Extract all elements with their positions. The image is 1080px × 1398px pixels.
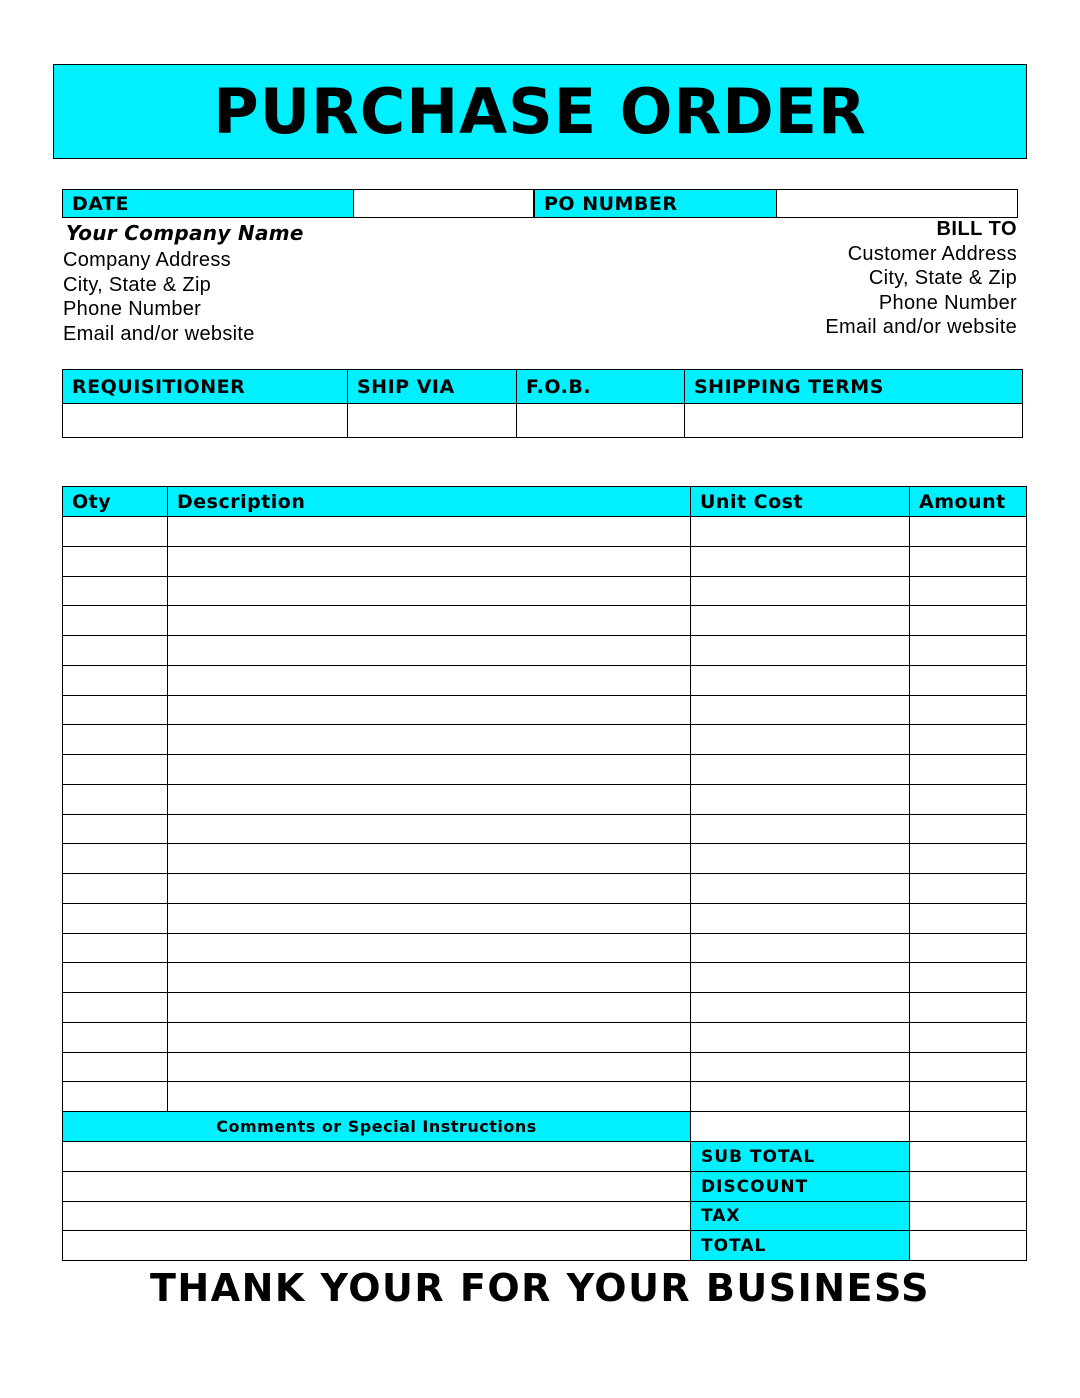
total-label: TOTAL: [701, 1235, 767, 1256]
page-title: PURCHASE ORDER: [213, 75, 867, 148]
unit-cost-cell[interactable]: [691, 576, 910, 606]
unit-cost-cell[interactable]: [691, 1082, 910, 1112]
table-row: [63, 1052, 1027, 1082]
unit-cost-cell[interactable]: [691, 933, 910, 963]
amount-cell[interactable]: [910, 784, 1027, 814]
qty-cell[interactable]: [63, 606, 168, 636]
qty-cell[interactable]: [63, 546, 168, 576]
table-row: [63, 784, 1027, 814]
amount-cell[interactable]: [910, 517, 1027, 547]
unit-cost-cell[interactable]: [691, 844, 910, 874]
unit-cost-cell[interactable]: [691, 636, 910, 666]
qty-cell[interactable]: [63, 695, 168, 725]
requisitioner-field[interactable]: [63, 404, 348, 438]
amount-cell[interactable]: [910, 546, 1027, 576]
description-cell[interactable]: [168, 606, 691, 636]
qty-cell[interactable]: [63, 755, 168, 785]
table-row: [63, 1022, 1027, 1052]
unit-cost-cell[interactable]: [691, 725, 910, 755]
tax-value[interactable]: [910, 1202, 1027, 1231]
qty-cell[interactable]: [63, 1082, 168, 1112]
description-cell[interactable]: [168, 576, 691, 606]
amount-cell[interactable]: [910, 695, 1027, 725]
qty-cell[interactable]: [63, 636, 168, 666]
qty-cell[interactable]: [63, 903, 168, 933]
amount-cell[interactable]: [910, 963, 1027, 993]
unit-cost-cell[interactable]: [691, 874, 910, 904]
bill-to-title: BILL TO: [936, 218, 1017, 240]
unit-cost-cell[interactable]: [691, 993, 910, 1023]
table-row: [63, 874, 1027, 904]
unit-cost-cell[interactable]: [691, 1052, 910, 1082]
unit-cost-header: Unit Cost: [691, 487, 910, 517]
qty-cell[interactable]: [63, 517, 168, 547]
description-cell[interactable]: [168, 993, 691, 1023]
table-row: [63, 755, 1027, 785]
table-row: [63, 517, 1027, 547]
amount-cell[interactable]: [910, 576, 1027, 606]
qty-cell[interactable]: [63, 874, 168, 904]
description-cell[interactable]: [168, 1052, 691, 1082]
qty-header: Oty: [63, 487, 168, 517]
comments-line[interactable]: [63, 1231, 691, 1261]
date-label: DATE: [72, 192, 129, 215]
table-row: [63, 814, 1027, 844]
qty-cell[interactable]: [63, 725, 168, 755]
unit-cost-cell[interactable]: [691, 695, 910, 725]
title-banner: [53, 64, 1027, 159]
qty-cell[interactable]: [63, 963, 168, 993]
table-row: [63, 993, 1027, 1023]
description-cell[interactable]: [168, 1082, 691, 1112]
company-address: Company Address: [63, 249, 231, 271]
po-number-field[interactable]: [776, 189, 1018, 218]
tax-label-cell: [691, 1202, 910, 1231]
description-cell[interactable]: [168, 874, 691, 904]
date-label-cell: [62, 189, 354, 218]
description-cell[interactable]: [168, 755, 691, 785]
description-header: Description: [168, 487, 691, 517]
company-email-web: Email and/or website: [63, 322, 255, 345]
description-cell[interactable]: [168, 636, 691, 666]
qty-cell[interactable]: [63, 814, 168, 844]
table-row: [63, 844, 1027, 874]
company-name: Your Company Name: [66, 221, 304, 245]
amount-cell[interactable]: [910, 814, 1027, 844]
unit-cost-cell[interactable]: [691, 903, 910, 933]
table-row: [63, 695, 1027, 725]
table-row: [63, 665, 1027, 695]
unit-cost-cell[interactable]: [691, 814, 910, 844]
comments-header: Comments or Special Instructions: [63, 1112, 691, 1142]
bill-to-city-state-zip: City, State & Zip: [868, 267, 1017, 289]
table-row: [63, 725, 1027, 755]
qty-cell[interactable]: [63, 844, 168, 874]
table-row: [63, 933, 1027, 963]
amount-header: Amount: [910, 487, 1027, 517]
tax-label: TAX: [701, 1206, 741, 1226]
company-city-state-zip: City, State & Zip: [63, 273, 212, 296]
unit-cost-cell[interactable]: [691, 606, 910, 636]
qty-cell[interactable]: [63, 665, 168, 695]
unit-cost-cell[interactable]: [691, 517, 910, 547]
qty-cell[interactable]: [63, 993, 168, 1023]
description-cell[interactable]: [168, 695, 691, 725]
summary-spacer-cell: [691, 1112, 910, 1142]
qty-cell[interactable]: [63, 933, 168, 963]
description-cell[interactable]: [168, 814, 691, 844]
table-row: [63, 903, 1027, 933]
shipping-terms-field[interactable]: [685, 404, 1023, 438]
description-cell[interactable]: [168, 784, 691, 814]
subtotal-label-cell: [691, 1142, 910, 1172]
comments-line[interactable]: [63, 1202, 691, 1231]
description-cell[interactable]: [168, 844, 691, 874]
fob-header: F.O.B.: [517, 370, 685, 404]
bill-to-address: Customer Address: [847, 242, 1017, 265]
ship-via-field[interactable]: [348, 404, 517, 438]
total-value[interactable]: [910, 1231, 1027, 1261]
discount-value[interactable]: [910, 1172, 1027, 1202]
amount-cell[interactable]: [910, 665, 1027, 695]
description-cell[interactable]: [168, 903, 691, 933]
unit-cost-cell[interactable]: [691, 755, 910, 785]
amount-cell[interactable]: [910, 606, 1027, 636]
amount-cell[interactable]: [910, 1022, 1027, 1052]
date-field[interactable]: [353, 189, 534, 218]
description-cell[interactable]: [168, 665, 691, 695]
description-cell[interactable]: [168, 725, 691, 755]
amount-cell[interactable]: [910, 993, 1027, 1023]
table-row: [63, 576, 1027, 606]
table-row: [63, 546, 1027, 576]
bill-to-phone: Phone Number: [878, 291, 1017, 314]
subtotal-value[interactable]: [910, 1142, 1027, 1172]
unit-cost-cell[interactable]: [691, 665, 910, 695]
description-cell[interactable]: [168, 933, 691, 963]
summary-table: [62, 1111, 1027, 1261]
unit-cost-cell[interactable]: [691, 1022, 910, 1052]
amount-cell[interactable]: [910, 636, 1027, 666]
amount-cell[interactable]: [910, 1052, 1027, 1082]
subtotal-label: SUB TOTAL: [701, 1146, 816, 1167]
qty-cell[interactable]: [63, 1022, 168, 1052]
table-row: [63, 636, 1027, 666]
comments-line[interactable]: [63, 1142, 691, 1172]
discount-label-cell: [691, 1172, 910, 1202]
unit-cost-cell[interactable]: [691, 784, 910, 814]
total-label-cell: [691, 1231, 910, 1261]
unit-cost-cell[interactable]: [691, 963, 910, 993]
amount-cell[interactable]: [910, 725, 1027, 755]
fob-field[interactable]: [517, 404, 685, 438]
company-block: [66, 221, 304, 245]
table-row: [63, 606, 1027, 636]
bill-to-email-web: Email and/or website: [825, 316, 1017, 338]
table-row: [63, 963, 1027, 993]
discount-label: DISCOUNT: [701, 1176, 809, 1197]
amount-cell[interactable]: [910, 903, 1027, 933]
qty-cell[interactable]: [63, 576, 168, 606]
amount-cell[interactable]: [910, 933, 1027, 963]
qty-cell[interactable]: [63, 1052, 168, 1082]
footer-thank-you: THANK YOUR FOR YOUR BUSINESS: [149, 1266, 931, 1310]
po-number-label: PO NUMBER: [544, 192, 678, 215]
description-cell[interactable]: [168, 517, 691, 547]
bill-to-block: [825, 217, 1017, 340]
amount-cell[interactable]: [910, 755, 1027, 785]
description-cell[interactable]: [168, 963, 691, 993]
amount-cell[interactable]: [910, 844, 1027, 874]
shipping-terms-header: SHIPPING TERMS: [685, 370, 1023, 404]
amount-cell[interactable]: [910, 874, 1027, 904]
table-row: [63, 1082, 1027, 1112]
description-cell[interactable]: [168, 1022, 691, 1052]
unit-cost-cell[interactable]: [691, 546, 910, 576]
items-table: [62, 486, 1027, 1112]
qty-cell[interactable]: [63, 784, 168, 814]
requisitioner-header: REQUISITIONER: [63, 370, 348, 404]
comments-line[interactable]: [63, 1172, 691, 1202]
company-details: [63, 248, 255, 346]
po-number-label-cell: [534, 189, 777, 218]
description-cell[interactable]: [168, 546, 691, 576]
ship-via-header: SHIP VIA: [348, 370, 517, 404]
shipping-table: [62, 369, 1023, 438]
summary-spacer-amount: [910, 1112, 1027, 1142]
company-phone: Phone Number: [63, 298, 202, 320]
items-header-row: [63, 487, 1027, 517]
amount-cell[interactable]: [910, 1082, 1027, 1112]
